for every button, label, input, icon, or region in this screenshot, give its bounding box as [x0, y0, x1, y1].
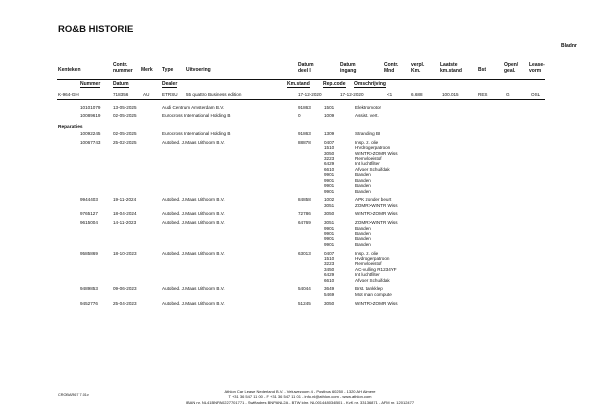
document-code: CROBAR67 7.01v [58, 393, 89, 397]
repair-description: Remvloeistof [355, 156, 382, 161]
page-number-label: Bladnr [561, 43, 577, 49]
repair-code: 9901 [324, 177, 335, 183]
section-label-reparaties: Reparaties [58, 125, 83, 130]
record-nummer: 9452776 [80, 300, 98, 306]
col-ingang-label: ingang [340, 68, 357, 74]
col-merk: Merk [141, 67, 153, 73]
repair-description: Banden [355, 225, 371, 231]
record-nummer: 10092245 [80, 131, 101, 136]
vehicle-divider [57, 99, 545, 100]
record-nummer: 9765127 [80, 211, 98, 217]
repair-description: Mot man compute [355, 291, 392, 297]
col-mnd-label: Mnd [384, 68, 395, 74]
record-km-stand: 84858 [298, 197, 311, 203]
record-km-stand: 88878 [298, 139, 311, 145]
vehicle-contract: 718356 [113, 92, 129, 97]
repair-description: Hvdrogerpatroon [355, 256, 390, 261]
record-km-stand: 72786 [298, 211, 311, 217]
repair-description: Banden [355, 188, 371, 194]
repair-description: Stranding BI [355, 131, 381, 136]
col-contr-label: Contr. [113, 62, 128, 68]
vehicle-verpl-km: 6.688 [411, 92, 423, 97]
footer-bank-details: IBAN nr. NL41BNPA0227701771 - Swiftadres BNPANL2A - BTW idnr. NL001448034B01 - KvK nr. 33136871 - AFM nr. 12012477 [185, 399, 415, 405]
repair-code: 3051 [324, 202, 335, 208]
header-divider [57, 79, 545, 80]
vehicle-laatste-km: 100.015 [442, 92, 459, 97]
repair-description: Banden [355, 236, 371, 242]
record-nummer: 9615004 [80, 220, 98, 226]
record-datum: 18-04-2024 [113, 211, 137, 217]
record-km-stand: 91863 [298, 131, 311, 136]
repair-description: Banden [355, 241, 371, 247]
repair-code: 1501 [324, 104, 335, 110]
footer-address: Athlon Car Lease Nederland B.V. - Veluwezoom 4 - Postbus 60250 - 1320 AH Almere [224, 389, 376, 394]
record-datum: 09-06-2023 [113, 286, 137, 292]
vehicle-bst: RES [478, 92, 488, 97]
repair-code: 3050 [324, 150, 335, 156]
col-km-label: Km. [411, 68, 421, 74]
vehicle-uitvoering: 55 quattro Business edition [186, 92, 242, 97]
repair-code: 3050 [324, 300, 335, 306]
repair-code: 0407 [324, 250, 335, 256]
record-nummer: 9585869 [80, 250, 98, 256]
record-km-stand: 54044 [298, 286, 311, 292]
repair-description: Assist. vert. [355, 113, 379, 119]
col-kenteken: Kenteken [58, 67, 81, 73]
record-dealer: Autobed. J.Maas Uithoorn B.V. [162, 220, 225, 226]
record-dealer: Autobed. J.Maas Uithoorn B.V. [162, 286, 225, 292]
repair-description: Insp. z. olie [355, 139, 379, 145]
vehicle-mnd: <1 [387, 92, 393, 97]
footer [0, 389, 600, 405]
repair-code: 1009 [324, 113, 335, 119]
col-nummer-label: nummer [113, 68, 133, 74]
record-datum: 02-05-2025 [113, 131, 137, 136]
record-nummer: 9944403 [80, 197, 98, 203]
record-dealer: Eurocross International Holding B [162, 113, 231, 119]
page-title: RO&B HISTORIE [58, 24, 134, 35]
repair-description: Brst. tankklep [355, 286, 383, 292]
repair-code: 3450 [324, 266, 335, 272]
footer-contact: T +31 36 547 11 00 - F +31 36 547 11 01 - info.nl@athlon.com - www.athlon.com [228, 394, 372, 400]
repair-description: APK zonder beurt [355, 197, 392, 203]
col-nummer: Nummer [80, 81, 101, 87]
col-open-label: Open/ [504, 62, 519, 68]
col-geal-label: geal. [504, 68, 516, 74]
vehicle-lease: OSL [531, 92, 541, 97]
col-uitvoering: Uitvoering [186, 67, 211, 73]
record-km-stand: 63013 [298, 250, 311, 256]
col-verpl-label: verpl. [411, 62, 425, 68]
repair-description: Banden [355, 177, 371, 183]
col-contr-mnd-label: Contr. [384, 62, 399, 68]
repair-code: 6610 [324, 277, 335, 283]
repair-description: Afvoer Schuifdak [355, 166, 390, 172]
record-km-stand: 91863 [298, 104, 311, 110]
repair-description: Afvoer Schuifdak [355, 277, 390, 283]
record-datum: 25-02-2025 [113, 139, 137, 145]
record-dealer: Autobed. J.Maas Uithoorn B.V. [162, 300, 225, 306]
repair-description: Banden [355, 172, 371, 178]
record-dealer: Autobed. J.Maas Uithoorn B.V. [162, 211, 225, 217]
repair-code: 9901 [324, 183, 335, 189]
record-nummer: 10089619 [80, 113, 101, 119]
repair-code: 1510 [324, 145, 335, 151]
col-rep-code: Rep.code [323, 81, 346, 87]
col-bst: Bst [478, 67, 487, 73]
repair-code: 9901 [324, 188, 335, 194]
repair-code: 9901 [324, 236, 335, 242]
repair-code: 3223 [324, 156, 335, 161]
repair-code: 6610 [324, 166, 335, 172]
vehicle-kenteken: K-964-GH [58, 92, 79, 97]
repair-description: AC-vulling R1234YF [355, 266, 397, 272]
record-dealer: Autobed. J.Maas Uithoorn B.V. [162, 197, 225, 203]
repair-description: ZOMR>WINTR Wiss [355, 220, 398, 226]
repair-description: Banden [355, 231, 371, 236]
repair-code: 6429 [324, 161, 335, 167]
repair-description: Insp. z. olie [355, 250, 379, 256]
col-km-stand: Km.stand [287, 81, 310, 87]
repair-description: Banden [355, 183, 371, 189]
record-datum: 18-10-2023 [113, 250, 137, 256]
col-laatste-label: Laatste [440, 62, 458, 68]
repair-code: 6429 [324, 272, 335, 278]
repair-code: 9901 [324, 172, 335, 178]
col-omschrijving: Omschrijving [354, 81, 386, 87]
repair-code: 9901 [324, 231, 335, 236]
record-km-stand: 0 [298, 113, 301, 119]
repair-code: 1309 [324, 131, 335, 136]
record-nummer: 10101079 [80, 104, 101, 110]
repair-code: 1510 [324, 256, 335, 261]
col-type: Type [162, 67, 174, 73]
repair-code: 3051 [324, 220, 335, 226]
record-dealer: Audi Centrum Amsterdam B.V. [162, 104, 225, 110]
repair-description: WINTR>ZOMR Wiss [355, 150, 398, 156]
col-datum-ingang-label: Datum [340, 62, 356, 68]
repair-code: 9901 [324, 241, 335, 247]
col-datum: Datum [113, 81, 129, 87]
col-datum-deel-label: Datum [298, 62, 314, 68]
repair-description: Int luchtfilter [355, 272, 380, 278]
record-dealer: Autobed. J.Maas Uithoorn B.V. [162, 139, 225, 145]
repair-code: 3050 [324, 211, 335, 217]
repair-description: ZOMR>WINTR Wiss [355, 202, 398, 208]
record-km-stand: 51245 [298, 300, 311, 306]
repair-description: WINTR>ZOMR Wiss [355, 300, 398, 306]
repair-description: Int luchtfilter [355, 161, 380, 167]
repair-description: HVdrogerpatroon [355, 145, 391, 151]
record-datum: 13-05-2025 [113, 104, 137, 110]
vehicle-merk: AU [143, 92, 150, 97]
vehicle-open: G [506, 92, 510, 97]
repair-code: 1002 [324, 197, 335, 203]
col-vorm-label: vorm [529, 68, 542, 74]
repair-code: 0407 [324, 139, 335, 145]
repair-code: 3649 [324, 286, 335, 292]
repair-code: 3223 [324, 261, 335, 267]
col-lease-label: Lease- [529, 62, 545, 68]
record-datum: 19-11-2024 [113, 197, 137, 203]
repair-description: Remvloeistof [355, 261, 382, 267]
vehicle-datum-deel: 17-12-2020 [298, 92, 322, 97]
repair-code: 5469 [324, 291, 335, 297]
vehicle-datum-ingang: 17-12-2020 [340, 92, 364, 97]
repair-description: WINTR>ZOMR Wiss [355, 211, 398, 217]
record-datum: 02-05-2025 [113, 113, 137, 119]
record-nummer: 9489853 [80, 286, 98, 292]
record-dealer: Autobed. J.Maas Uithoorn B.V. [162, 250, 225, 256]
record-datum: 14-11-2023 [113, 220, 137, 226]
col-dealer: Dealer [162, 81, 178, 87]
vehicle-type: ETRSU [162, 92, 178, 97]
col-kmstand-label: km.stand [440, 68, 462, 74]
repair-description: Elektromotor [355, 104, 382, 110]
record-nummer: 10067743 [80, 139, 101, 145]
record-km-stand: 64769 [298, 220, 311, 226]
record-datum: 25-04-2023 [113, 300, 137, 306]
record-dealer: Eurocross International Holding B [162, 131, 231, 136]
col-deel-label: deel I [298, 68, 311, 74]
repair-code: 9901 [324, 225, 335, 231]
